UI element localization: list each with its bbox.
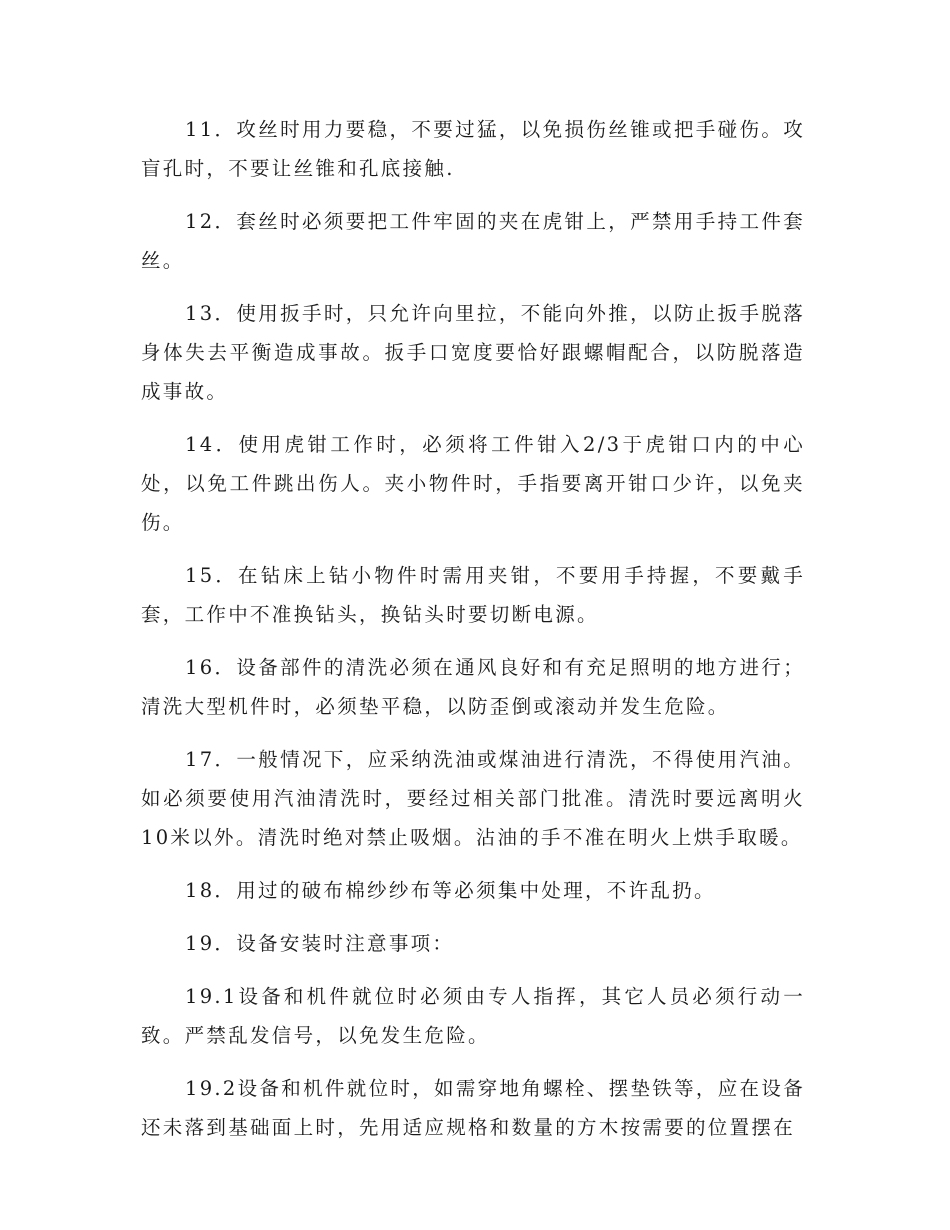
paragraph-19-2: 19.2设备和机件就位时，如需穿地角螺栓、摆垫铁等，应在设备还未落到基础面上时，先用适应规格和数量的方木按需要的位置摆在 xyxy=(141,1077,805,1139)
paragraph-15: 15．在钻床上钻小物件时需用夹钳，不要用手持握，不要戴手套，工作中不准换钻头，换钻头时要切断电源。 xyxy=(141,564,805,626)
paragraph-19-1: 19.1设备和机件就位时必须由专人指挥，其它人员必须行动一致。严禁乱发信号，以免发生危险。 xyxy=(141,985,805,1047)
paragraph-12: 12．套丝时必须要把工件牢固的夹在虎钳上，严禁用手持工件套丝。 xyxy=(141,210,805,272)
paragraph-11: 11．攻丝时用力要稳，不要过猛，以免损伤丝锥或把手碰伤。攻盲孔时，不要让丝锥和孔底接触. xyxy=(141,118,805,180)
paragraph-14: 14．使用虎钳工作时，必须将工件钳入2/3于虎钳口内的中心处，以免工件跳出伤人。夹小物件时，手指要离开钳口少许，以免夹伤。 xyxy=(141,433,805,534)
paragraph-17: 17．一般情况下，应采纳洗油或煤油进行清洗，不得使用汽油。如必须要使用汽油清洗时，要经过相关部门批准。清洗时要远离明火10米以外。清洗时绝对禁止吸烟。沾油的手不准在明火上烘手取暖。 xyxy=(141,748,805,849)
paragraph-18: 18．用过的破布棉纱纱布等必须集中处理，不许乱扔。 xyxy=(185,879,716,902)
document-body xyxy=(141,110,805,1161)
paragraph-19-heading: 19．设备安装时注意事项： xyxy=(185,932,455,955)
paragraph-16: 16．设备部件的清洗必须在通风良好和有充足照明的地方进行；清洗大型机件时，必须垫平稳，以防歪倒或滚动并发生危险。 xyxy=(141,656,805,718)
paragraph-13: 13．使用扳手时，只允许向里拉，不能向外推，以防止扳手脱落身体失去平衡造成事故。扳手口宽度要恰好跟螺帽配合，以防脱落造成事故。 xyxy=(141,302,805,403)
